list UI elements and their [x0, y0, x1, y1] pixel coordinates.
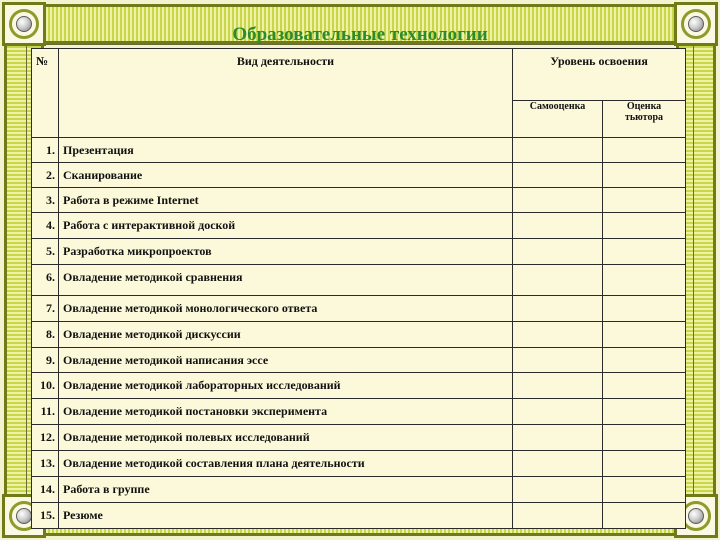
row-activity: Разработка микропроектов [59, 239, 513, 265]
table-row [32, 239, 686, 265]
table-row [32, 451, 686, 477]
self-assessment-cell[interactable] [513, 348, 603, 373]
table-row [32, 188, 686, 213]
row-activity: Сканирование [59, 163, 513, 188]
row-number: 12. [32, 425, 59, 451]
table-row [32, 425, 686, 451]
row-activity: Овладение методикой написания эссе [59, 348, 513, 373]
row-number: 11. [32, 399, 59, 425]
self-assessment-cell[interactable] [513, 265, 603, 296]
tutor-assessment-cell[interactable] [603, 348, 686, 373]
row-number: 8. [32, 322, 59, 348]
row-activity: Овладение методикой лабораторных исследований [59, 373, 513, 399]
tutor-assessment-cell[interactable] [603, 163, 686, 188]
row-activity: Презентация [59, 138, 513, 163]
self-assessment-cell[interactable] [513, 477, 603, 503]
row-number: 7. [32, 296, 59, 322]
row-activity: Овладение методикой дискуссии [59, 322, 513, 348]
row-number: 5. [32, 239, 59, 265]
row-number: 9. [32, 348, 59, 373]
row-number: 13. [32, 451, 59, 477]
self-assessment-cell[interactable] [513, 239, 603, 265]
table-row [32, 213, 686, 239]
self-assessment-cell[interactable] [513, 138, 603, 163]
row-activity: Овладение методикой постановки эксперимента [59, 399, 513, 425]
tutor-assessment-cell[interactable] [603, 373, 686, 399]
row-activity: Работа в режиме Internet [59, 188, 513, 213]
self-assessment-cell[interactable] [513, 503, 603, 529]
tutor-assessment-cell[interactable] [603, 399, 686, 425]
table-row [32, 399, 686, 425]
header-self-assessment: Самооценка [513, 101, 603, 138]
header-tutor-assessment: Оценка тьютора [603, 101, 686, 138]
tutor-assessment-cell[interactable] [603, 138, 686, 163]
row-number: 15. [32, 503, 59, 529]
row-number: 4. [32, 213, 59, 239]
tutor-assessment-cell[interactable] [603, 425, 686, 451]
tutor-assessment-cell[interactable] [603, 503, 686, 529]
row-activity: Овладение методикой сравнения [59, 265, 513, 296]
table-row [32, 477, 686, 503]
tutor-assessment-cell[interactable] [603, 322, 686, 348]
header-activity: Вид деятельности [59, 49, 513, 138]
self-assessment-cell[interactable] [513, 213, 603, 239]
page-title: Образовательные технологии [232, 24, 488, 45]
self-assessment-cell[interactable] [513, 425, 603, 451]
row-number: 14. [32, 477, 59, 503]
activities-table [31, 48, 686, 529]
row-activity: Резюме [59, 503, 513, 529]
self-assessment-cell[interactable] [513, 163, 603, 188]
row-activity: Овладение методикой составления плана деятельности [59, 451, 513, 477]
table-row [32, 296, 686, 322]
table-row [32, 163, 686, 188]
self-assessment-cell[interactable] [513, 451, 603, 477]
tutor-assessment-cell[interactable] [603, 188, 686, 213]
table-row [32, 322, 686, 348]
self-assessment-cell[interactable] [513, 296, 603, 322]
table-row [32, 373, 686, 399]
row-activity: Овладение методикой полевых исследований [59, 425, 513, 451]
tutor-assessment-cell[interactable] [603, 239, 686, 265]
self-assessment-cell[interactable] [513, 399, 603, 425]
header-level: Уровень освоения [513, 49, 686, 101]
tutor-assessment-cell[interactable] [603, 451, 686, 477]
self-assessment-cell[interactable] [513, 322, 603, 348]
table-row [32, 348, 686, 373]
tutor-assessment-cell[interactable] [603, 265, 686, 296]
tutor-assessment-cell[interactable] [603, 296, 686, 322]
row-number: 1. [32, 138, 59, 163]
table-row [32, 265, 686, 296]
tutor-assessment-cell[interactable] [603, 477, 686, 503]
row-activity: Работа с интерактивной доской [59, 213, 513, 239]
table-row [32, 138, 686, 163]
row-activity: Овладение методикой монологического ответа [59, 296, 513, 322]
table-row [32, 503, 686, 529]
row-number: 2. [32, 163, 59, 188]
row-number: 6. [32, 265, 59, 296]
tutor-assessment-cell[interactable] [603, 213, 686, 239]
header-number: № [32, 49, 59, 138]
self-assessment-cell[interactable] [513, 188, 603, 213]
row-activity: Работа в группе [59, 477, 513, 503]
row-number: 10. [32, 373, 59, 399]
row-number: 3. [32, 188, 59, 213]
self-assessment-cell[interactable] [513, 373, 603, 399]
